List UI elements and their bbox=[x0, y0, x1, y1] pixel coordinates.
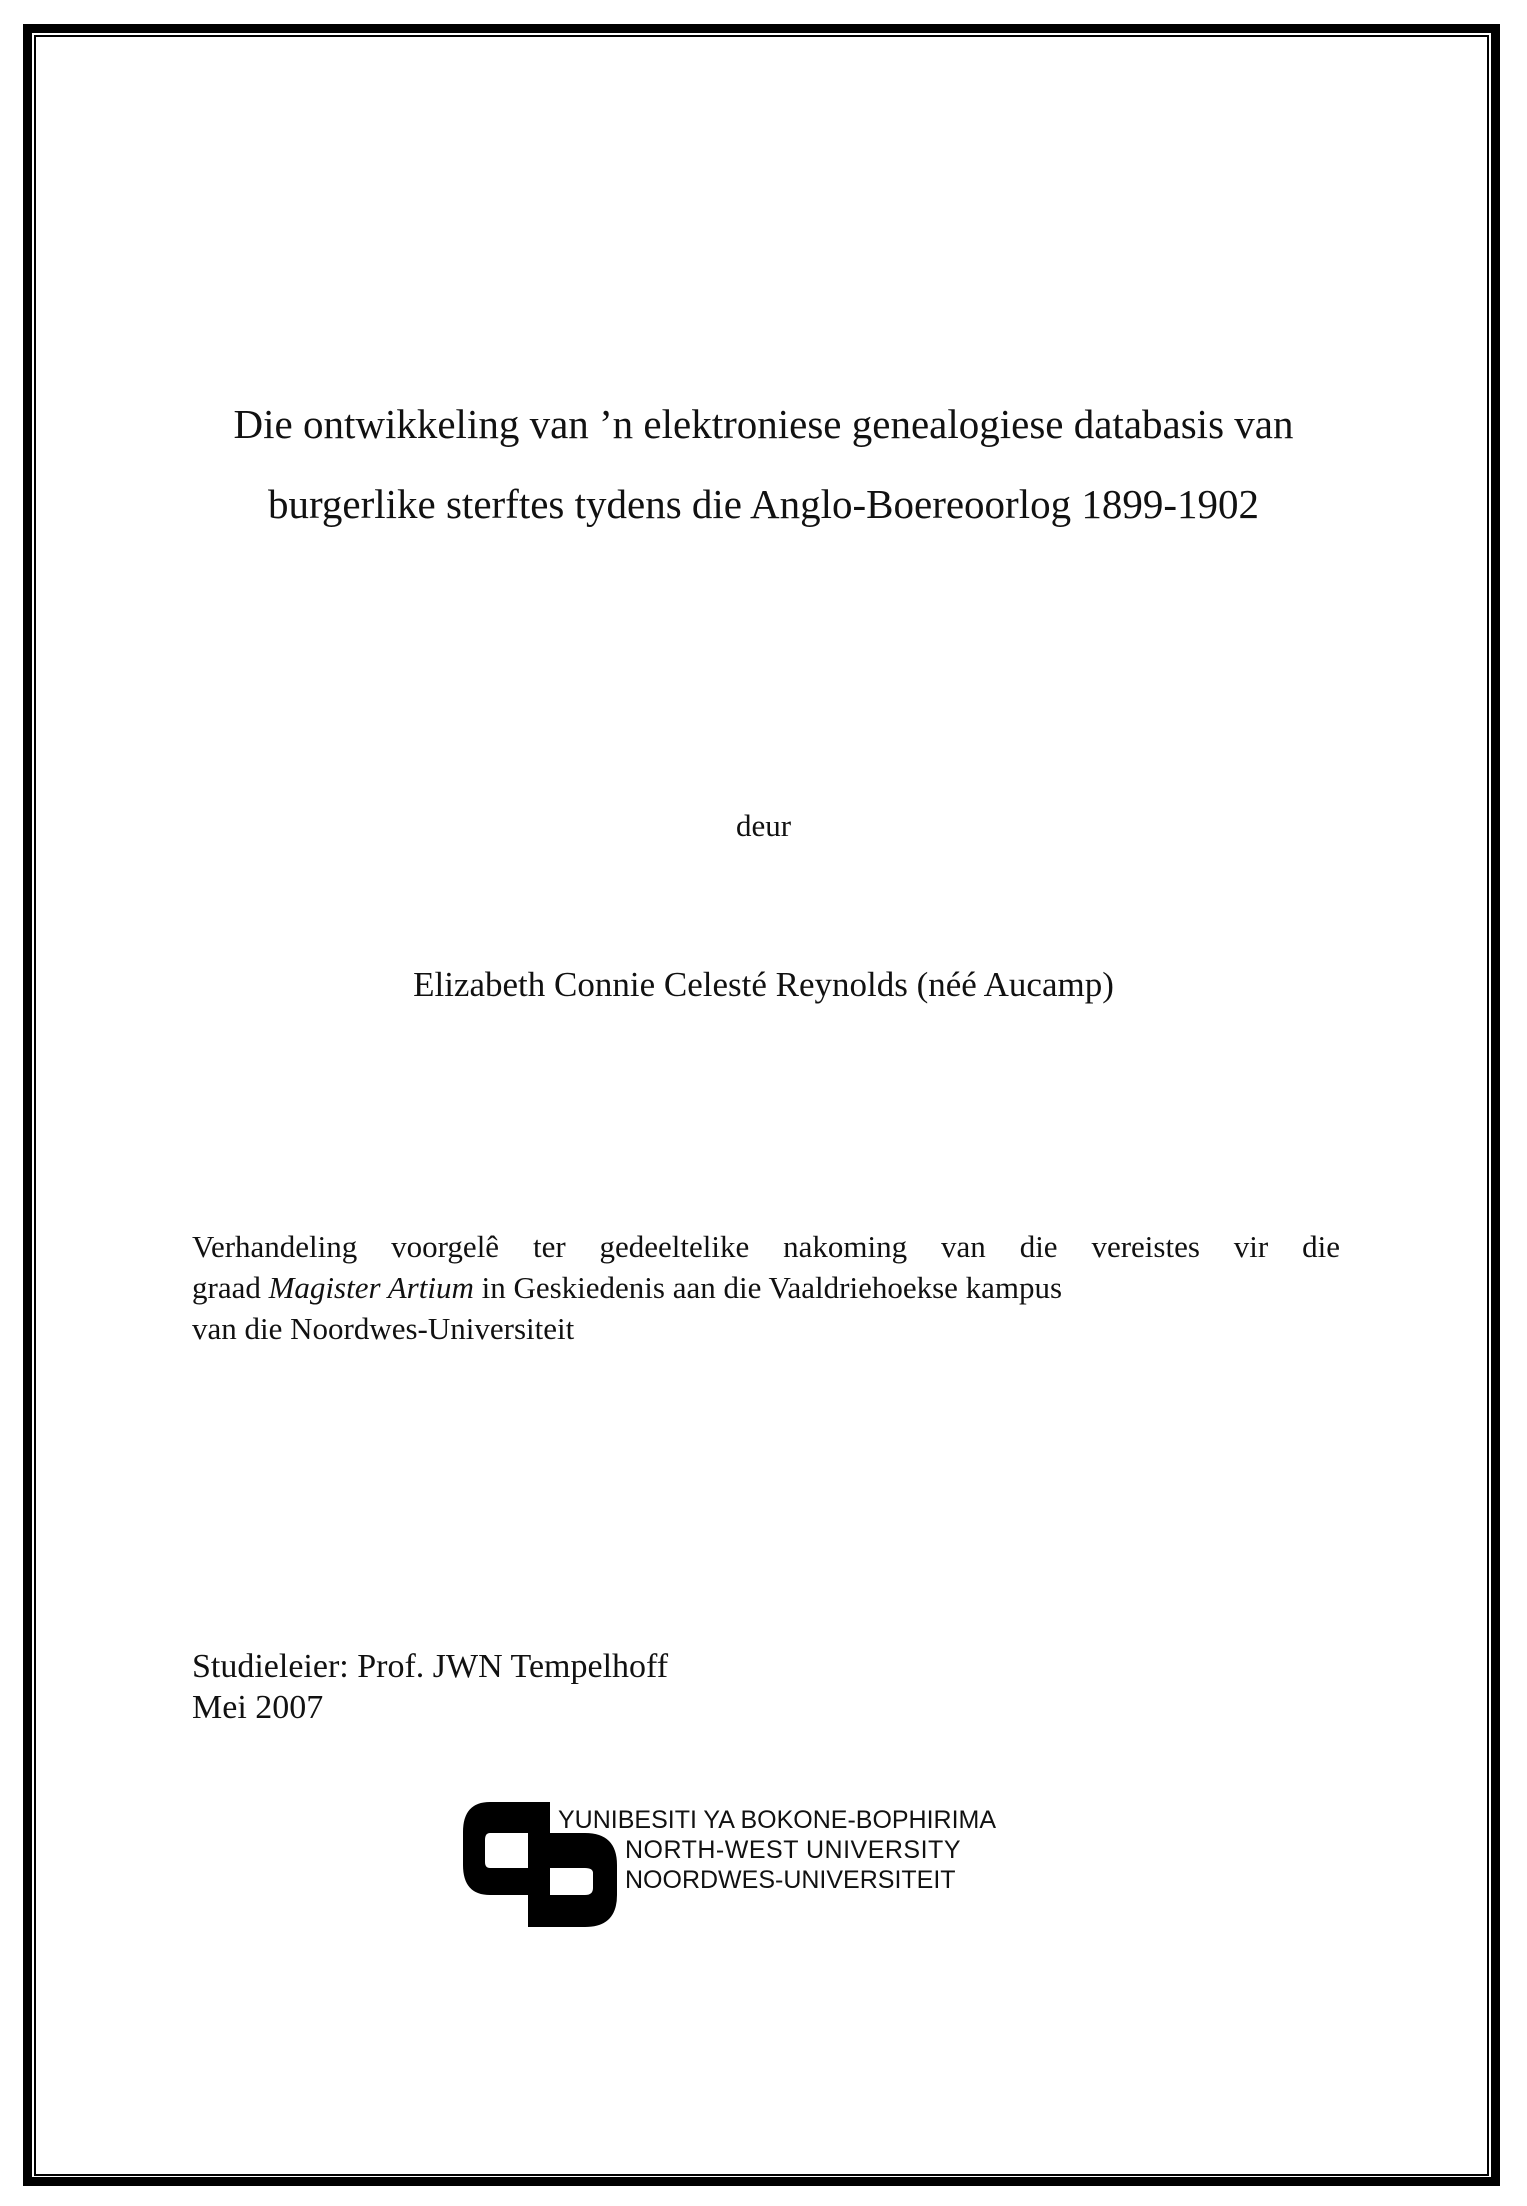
by-label: deur bbox=[735, 808, 792, 843]
dissertation-line-2 bbox=[192, 1270, 1062, 1306]
logo-text-english: NORTH-WEST UNIVERSITY bbox=[625, 1836, 961, 1864]
dissertation-line-1: Verhandeling voorgelê ter gedeeltelike nakoming van die vereistes vir die bbox=[192, 1229, 1340, 1264]
logo-text-afrikaans: NOORDWES-UNIVERSITEIT bbox=[625, 1866, 956, 1894]
degree-prefix: graad bbox=[192, 1270, 269, 1305]
dissertation-line-3: van die Noordwes-Universiteit bbox=[192, 1311, 575, 1346]
date: Mei 2007 bbox=[192, 1689, 324, 1726]
degree-name: Magister Artium bbox=[268, 1270, 474, 1305]
title-line-1: Die ontwikkeling van ’n elektroniese genealogiese databasis van bbox=[233, 401, 1294, 447]
author-name: Elizabeth Connie Celesté Reynolds (néé Aucamp) bbox=[413, 965, 1114, 1004]
title-line-2: burgerlike sterftes tydens die Anglo-Boereoorlog 1899-1902 bbox=[267, 481, 1259, 527]
logo-text-tswana: YUNIBESITI YA BOKONE-BOPHIRIMA bbox=[558, 1806, 997, 1834]
degree-suffix: in Geskiedenis aan die Vaaldriehoekse kampus bbox=[473, 1270, 1063, 1305]
supervisor: Studieleier: Prof. JWN Tempelhoff bbox=[192, 1648, 669, 1685]
